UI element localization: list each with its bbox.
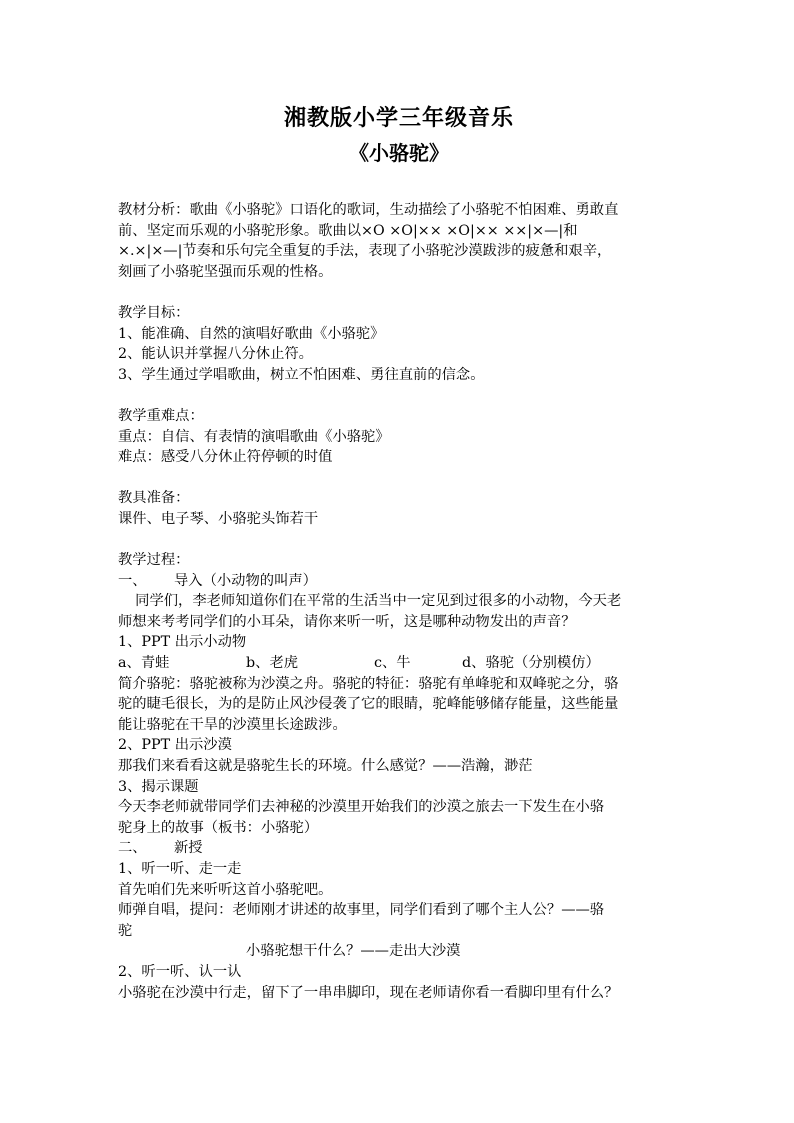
goals-heading: 教学目标： <box>118 304 190 321</box>
document-subtitle: 《小骆驼》 <box>349 141 449 165</box>
step-text: 驼 <box>118 922 133 939</box>
option-item: a、青蛙 <box>118 655 170 672</box>
section-two-heading <box>118 838 680 859</box>
spacer <box>118 468 680 489</box>
step-text: 驼身上的故事（板书：小骆驼） <box>118 819 319 836</box>
spacer <box>118 530 680 551</box>
analysis-line: 教材分析：歌曲《小骆驼》口语化的歌词，生动描绘了小骆驼不怕困难、勇敢直 <box>118 202 619 218</box>
step-heading: 2、PPT 出示沙漠 <box>118 737 232 754</box>
step-heading: 3、揭示课题 <box>118 778 199 795</box>
goal-item: 1、能准确、自然的演唱好歌曲《小骆驼》 <box>118 325 385 342</box>
section-number: 二、 <box>118 840 147 857</box>
document-page <box>118 100 680 1003</box>
spacer <box>118 282 680 303</box>
camel-intro-line: 驼的睫毛很长，为的是防止风沙侵袭了它的眼睛，驼峰能够储存能量，这些能量 <box>118 696 619 713</box>
section-title: 新授 <box>174 840 203 857</box>
step-text: 首先咱们先来听听这首小骆驼吧。 <box>118 881 333 898</box>
goal-item: 3、学生通过学唱歌曲，树立不怕困难、勇往直前的信念。 <box>118 366 485 383</box>
intro-paragraph-line: 师想来考考同学们的小耳朵，请你来听一听，这是哪种动物发出的声音？ <box>118 613 576 630</box>
step-heading: 2、听一听、认一认 <box>118 963 242 980</box>
analysis-line: 刻画了小骆驼坚强而乐观的性格。 <box>118 263 333 280</box>
key-points-heading: 教学重难点： <box>118 407 204 424</box>
goal-item: 2、能认识并掌握八分休止符。 <box>118 346 313 363</box>
process-heading: 教学过程： <box>118 552 190 569</box>
analysis-line: 前、坚定而乐观的小骆驼形象。歌曲以×O ×O|×× ×O|×× ××|×—|和 <box>118 222 578 239</box>
document-title: 湘教版小学三年级音乐 <box>283 105 514 131</box>
animal-options <box>118 653 680 674</box>
camel-intro-line: 简介骆驼：骆驼被称为沙漠之舟。骆驼的特征：骆驼有单峰驼和双峰驼之分，骆 <box>118 675 619 692</box>
step-text: 那我们来看看这就是骆驼生长的环境。什么感觉？——浩瀚，渺茫 <box>118 758 533 775</box>
section-one-heading <box>118 571 680 592</box>
option-item: d、骆驼（分别模仿） <box>462 655 600 672</box>
key-point-item: 重点：自信、有表情的演唱歌曲《小骆驼》 <box>118 428 390 445</box>
document-body <box>118 200 680 1003</box>
option-item: b、老虎 <box>246 655 299 672</box>
step-heading: 1、听一听、走一走 <box>118 861 242 877</box>
spacer <box>118 385 680 406</box>
materials-text: 课件、电子琴、小骆驼头饰若干 <box>118 510 319 527</box>
step-text: 师弹自唱，提问：老师刚才讲述的故事里，同学们看到了哪个主人公？——骆 <box>118 902 605 919</box>
section-number: 一、 <box>118 572 147 589</box>
materials-heading: 教具准备： <box>118 490 190 507</box>
step-text: 小骆驼在沙漠中行走，留下了一串串脚印，现在老师请你看一看脚印里有什么？ <box>118 984 619 1001</box>
step-text: 今天李老师就带同学们去神秘的沙漠里开始我们的沙漠之旅去一下发生在小骆 <box>118 799 605 816</box>
analysis-line: ×.×|×—|节奏和乐句完全重复的手法，表现了小骆驼沙漠跋涉的疲惫和艰辛， <box>118 243 612 260</box>
step-text: 小骆驼想干什么？——走出大沙漠 <box>246 943 461 960</box>
section-title: 导入（小动物的叫声） <box>174 572 317 589</box>
key-point-item: 难点：感受八分休止符停顿的时值 <box>118 449 333 466</box>
intro-paragraph-line: 同学们，李老师知道你们在平常的生活当中一定见到过很多的小动物，今天老 <box>135 593 622 610</box>
step-heading: 1、PPT 出示小动物 <box>118 634 247 651</box>
option-item: c、牛 <box>374 655 411 672</box>
camel-intro-line: 能让骆驼在干旱的沙漠里长途跋涉。 <box>118 716 347 733</box>
